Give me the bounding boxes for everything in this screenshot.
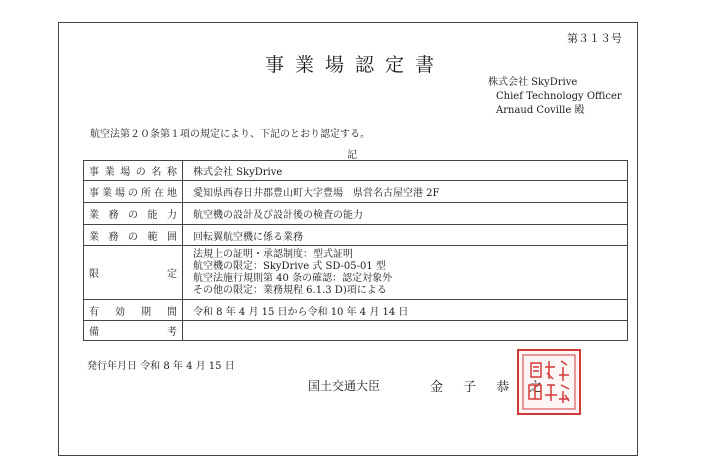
issue-date-value: 令和 8 年 4 月 15 日 xyxy=(140,361,235,372)
addressee-name-line xyxy=(488,104,622,118)
minister-name: 金 子 恭 之 xyxy=(430,380,551,395)
limitation-line: 航空法施行規則第 40 条の確認：認定対象外 xyxy=(193,272,393,284)
row-value: 回転翼航空機に係る業務 xyxy=(183,225,628,246)
row-label: 事 業 場 の 所 在 地 xyxy=(84,181,183,203)
limitation-line: 法規上の証明・承認制度：型式証明 xyxy=(193,248,353,260)
addressee-name: Arnaud Coville xyxy=(496,105,572,116)
table-row xyxy=(84,300,628,321)
row-label: 事 業 場 の 名 称 xyxy=(84,161,183,181)
table-row xyxy=(84,321,628,341)
issue-date-line xyxy=(87,357,235,372)
row-label: 有 効 期 間 xyxy=(84,300,183,321)
row-label: 備 考 xyxy=(84,321,183,341)
row-label: 限 定 xyxy=(84,246,183,300)
table-row xyxy=(84,181,628,203)
certificate-number: 第３１３号 xyxy=(567,32,622,45)
row-value xyxy=(183,246,628,300)
minister-title: 国土交通大臣 xyxy=(308,379,381,393)
addressee-honorific: 殿 xyxy=(574,105,585,116)
row-value: 株式会社 SkyDrive xyxy=(183,161,628,181)
table-row xyxy=(84,246,628,300)
official-seal-stamp xyxy=(517,349,581,415)
preamble-text: 航空法第２０条第１項の規定により、下記のとおり認定する。 xyxy=(90,129,370,140)
addressee-block xyxy=(488,76,622,118)
row-label: 業 務 の 範 囲 xyxy=(84,225,183,246)
table-row xyxy=(84,225,628,246)
row-label: 業 務 の 能 力 xyxy=(84,203,183,225)
document-title: 事業場認定書 xyxy=(264,54,445,76)
limitation-line: その他の限定：業務規程 6.1.3 D)項による xyxy=(193,284,387,296)
table-row xyxy=(84,203,628,225)
limitation-line: 航空機の限定：SkyDrive 式 SD-05-01 型 xyxy=(193,260,386,272)
row-value: 航空機の設計及び設計後の検査の能力 xyxy=(183,203,628,225)
table-row xyxy=(84,161,628,181)
certification-table xyxy=(83,160,628,341)
row-value xyxy=(183,321,628,341)
issue-date-label: 発行年月日 xyxy=(87,361,137,372)
row-value: 令和 8 年 4 月 15 日から令和 10 年 4 月 14 日 xyxy=(183,300,628,321)
ki-heading: 記 xyxy=(347,150,357,161)
addressee-position: Chief Technology Officer xyxy=(496,91,622,102)
row-value: 愛知県西春日井郡豊山町大字豊場 県営名古屋空港 2F xyxy=(183,181,628,203)
seal-icon xyxy=(519,351,579,413)
addressee-company: 株式会社 SkyDrive xyxy=(488,77,578,88)
